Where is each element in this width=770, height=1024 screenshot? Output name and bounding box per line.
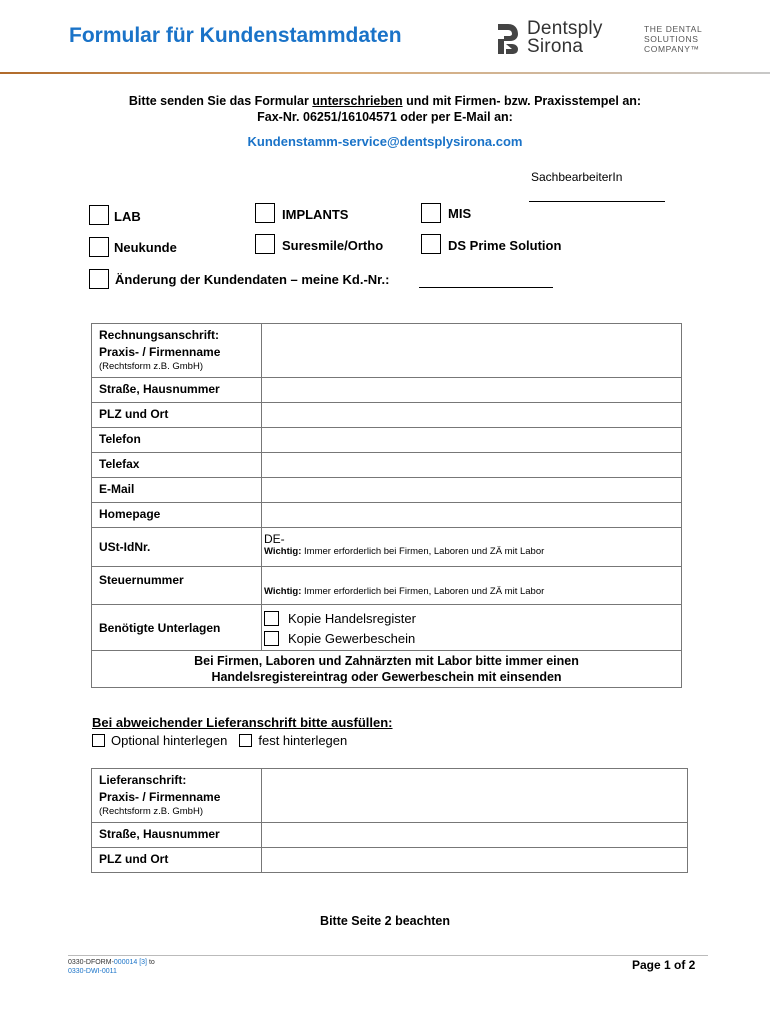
checkbox-neukunde[interactable] xyxy=(89,237,109,257)
page-title: Formular für Kundenstammdaten xyxy=(69,24,402,47)
optional-label: Optional hinterlegen xyxy=(111,733,228,748)
billing-phone-field[interactable] xyxy=(262,428,682,453)
delivery-zip-city-field[interactable] xyxy=(262,848,688,873)
delivery-name-field[interactable] xyxy=(262,769,688,823)
billing-fax-field[interactable] xyxy=(262,453,682,478)
logo-tagline: THE DENTAL SOLUTIONS COMPANY™ xyxy=(644,24,703,54)
checkbox-neukunde-label: Neukunde xyxy=(114,240,177,255)
logo-mark-icon xyxy=(494,22,520,56)
billing-table xyxy=(91,323,682,688)
billing-email-label: E-Mail xyxy=(92,478,262,503)
vat-hint: Wichtig: Immer erforderlich bei Firmen, Laboren und ZÄ mit Labor xyxy=(264,546,545,557)
delivery-name-label: Lieferanschrift: Praxis- / Firmenname (Rechtsform z.B. GmbH) xyxy=(92,769,262,823)
instruction-line-2: Fax-Nr. 06251/16104571 oder per E-Mail an: xyxy=(257,110,513,124)
table-row xyxy=(92,478,682,503)
logo-text-sirona: Sirona xyxy=(527,36,584,57)
checkbox-change[interactable] xyxy=(89,269,109,289)
tax-hint: Wichtig: Immer erforderlich bei Firmen, Laboren und ZÄ mit Labor xyxy=(264,586,545,597)
table-row xyxy=(92,428,682,453)
checkbox-implants[interactable] xyxy=(255,203,275,223)
billing-tax-label: Steuernummer xyxy=(92,567,262,605)
billing-documents-label: Benötigte Unterlagen xyxy=(92,605,262,651)
billing-name-label: Rechnungsanschrift: Praxis- / Firmenname (Rechtsform z.B. GmbH) xyxy=(92,324,262,378)
logo-text-dentsply: Dentsply xyxy=(527,18,603,39)
billing-vat-field[interactable] xyxy=(262,528,682,567)
billing-street-label: Straße, Hausnummer xyxy=(92,378,262,403)
table-row xyxy=(92,567,682,605)
checkbox-mis-label: MIS xyxy=(448,206,472,221)
billing-email-field[interactable] xyxy=(262,478,682,503)
doc-option-register[interactable]: Kopie Handelsregister xyxy=(264,608,681,628)
table-row xyxy=(92,651,682,688)
delivery-street-field[interactable] xyxy=(262,823,688,848)
checkbox-optional[interactable] xyxy=(92,734,105,747)
checkbox-ds-prime-label: DS Prime Solution xyxy=(448,238,562,253)
billing-fax-label: Telefax xyxy=(92,453,262,478)
checkbox-suresmile[interactable] xyxy=(255,234,275,254)
checkbox-lab-label: LAB xyxy=(114,209,141,224)
fixed-label: fest hinterlegen xyxy=(258,733,348,748)
sachbearbeiter-label: SachbearbeiterIn xyxy=(531,170,623,184)
table-row xyxy=(92,324,682,378)
table-row xyxy=(92,528,682,567)
checkbox-lab[interactable] xyxy=(89,205,109,225)
table-row xyxy=(92,503,682,528)
checkbox-trade-license[interactable] xyxy=(264,631,279,646)
billing-phone-label: Telefon xyxy=(92,428,262,453)
delivery-street-label: Straße, Hausnummer xyxy=(92,823,262,848)
checkbox-register[interactable] xyxy=(264,611,279,626)
billing-documents-field xyxy=(262,605,682,651)
billing-vat-label: USt-IdNr. xyxy=(92,528,262,567)
billing-zip-city-label: PLZ und Ort xyxy=(92,403,262,428)
table-row xyxy=(92,453,682,478)
customer-number-line[interactable] xyxy=(419,287,553,288)
delivery-section-title: Bei abweichender Lieferanschrift bitte ausfüllen: xyxy=(92,715,393,730)
checkbox-fixed[interactable] xyxy=(239,734,252,747)
footer-divider xyxy=(68,955,708,956)
checkbox-suresmile-label: Suresmile/Ortho xyxy=(282,238,384,253)
table-row xyxy=(92,848,688,873)
doc-option-trade[interactable]: Kopie Gewerbeschein xyxy=(264,628,681,648)
table-row xyxy=(92,605,682,651)
table-row xyxy=(92,378,682,403)
sachbearbeiter-signature-line[interactable] xyxy=(529,201,665,202)
checkbox-mis[interactable] xyxy=(421,203,441,223)
checkbox-ds-prime[interactable] xyxy=(421,234,441,254)
see-page-2-note: Bitte Seite 2 beachten xyxy=(320,914,450,928)
billing-zip-city-field[interactable] xyxy=(262,403,682,428)
delivery-options xyxy=(92,733,347,748)
billing-homepage-label: Homepage xyxy=(92,503,262,528)
vat-prefix: DE- xyxy=(264,532,285,546)
table-row xyxy=(92,823,688,848)
billing-name-field[interactable] xyxy=(262,324,682,378)
header-divider xyxy=(0,72,770,74)
billing-homepage-field[interactable] xyxy=(262,503,682,528)
instruction-line-1: Bitte senden Sie das Formular unterschrieben und mit Firmen- bzw. Praxisstempel an: xyxy=(128,94,642,108)
table-row xyxy=(92,403,682,428)
page-number: Page 1 of 2 xyxy=(632,958,696,972)
table-row xyxy=(92,769,688,823)
dentsply-sirona-logo xyxy=(494,18,714,62)
billing-tax-field[interactable] xyxy=(262,567,682,605)
document-code: 0330-DFORM-000014 [3] to 0330-DWI-0011 xyxy=(68,959,155,975)
checkbox-change-label: Änderung der Kundendaten – meine Kd.-Nr.: xyxy=(115,272,390,287)
checkbox-implants-label: IMPLANTS xyxy=(282,207,349,222)
billing-street-field[interactable] xyxy=(262,378,682,403)
billing-note: Bei Firmen, Laboren und Zahnärzten mit Labor bitte immer einen Handelsregistereintrag oder Gewerbeschein mit einsenden xyxy=(92,651,682,688)
delivery-zip-city-label: PLZ und Ort xyxy=(92,848,262,873)
delivery-table xyxy=(91,768,688,873)
instructions xyxy=(0,93,770,125)
email-link[interactable]: Kundenstamm-service@dentsplysirona.com xyxy=(247,134,523,149)
